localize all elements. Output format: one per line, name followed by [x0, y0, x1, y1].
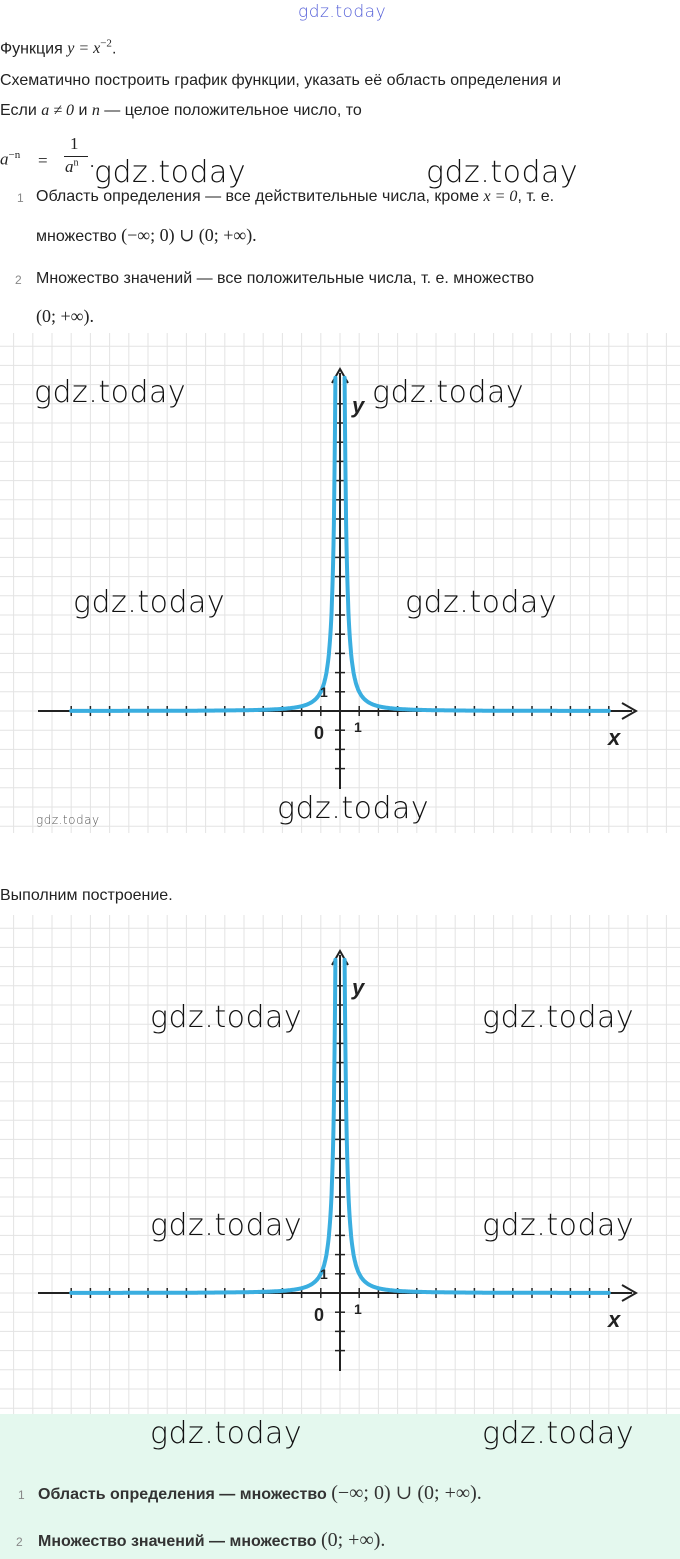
function-formula: $y = x^{-2}$: [67, 38, 112, 58]
rule-n: n: [91, 102, 100, 119]
answer-domain-set: (−∞; 0) ∪ (0; +∞).: [331, 1482, 482, 1504]
y-axis-label: y: [352, 393, 365, 418]
watermark: gdz.today: [150, 1000, 303, 1035]
rule-numerator: 1: [70, 134, 79, 153]
task-text: Схематично построить график функции, указать её область определения и: [0, 72, 562, 89]
answer-box: [0, 1414, 680, 1559]
answer-range-set: (0; +∞).: [320, 1529, 386, 1551]
fact-number: 1: [17, 191, 24, 205]
function-line: [0, 33, 116, 60]
rule-line: [0, 100, 362, 122]
rule-end: .: [90, 152, 95, 171]
watermark: gdz.today: [150, 1208, 303, 1243]
rule-lhs: $a^{-n}$: [0, 149, 21, 169]
rule-formula: [0, 134, 100, 182]
function-prefix: Функция: [0, 40, 63, 58]
y-axis-label: y: [352, 975, 365, 1000]
watermark: gdz.today: [482, 1416, 635, 1451]
answer-range: Множество значений — множество (0; +∞).: [38, 1529, 386, 1551]
y-unit-label: 1: [320, 1266, 328, 1282]
watermark: gdz.today: [482, 1000, 635, 1035]
watermark: gdz.today: [277, 791, 430, 826]
fact-number: 2: [15, 273, 22, 287]
rule-eq: =: [38, 151, 48, 170]
rule-and: и: [78, 102, 88, 119]
watermark-corner: gdz.today: [36, 813, 100, 827]
watermark: gdz.today: [73, 585, 226, 620]
rule-denominator: $a^n$: [65, 157, 79, 173]
answer-number: 2: [16, 1535, 23, 1549]
rule-prefix: Если: [0, 102, 37, 119]
answer-number: 1: [18, 1488, 25, 1502]
rule-suffix: — целое положительное число, то: [104, 102, 362, 119]
watermark: gdz.today: [482, 1208, 635, 1243]
watermark: gdz.today: [372, 375, 525, 410]
x-axis-label: x: [608, 725, 621, 750]
answer-domain: Область определения — множество (−∞; 0) ∪ (0; +∞).: [38, 1482, 482, 1504]
watermark-top: gdz.today: [298, 2, 387, 22]
x-axis-label: x: [608, 1307, 621, 1332]
fact-domain: Область определения — все действительные числа, кроме x = 0, т. е.: [36, 188, 555, 205]
graph-1: [0, 333, 680, 833]
fact-range: Множество значений — все положительные числа, т. е. множество: [36, 270, 534, 287]
graph-2: [0, 915, 680, 1415]
origin-label: 0: [314, 1305, 325, 1325]
function-suffix: .: [111, 40, 117, 58]
watermark: gdz.today: [426, 155, 579, 190]
rule-a: a ≠ 0: [41, 102, 74, 119]
math-range-set: (0; +∞).: [36, 306, 94, 326]
x-unit-label: 1: [354, 719, 362, 735]
watermark: gdz.today: [405, 585, 558, 620]
watermark: gdz.today: [94, 155, 247, 190]
origin-label: 0: [314, 723, 325, 743]
x-unit-label: 1: [354, 1301, 362, 1317]
watermark: gdz.today: [150, 1416, 303, 1451]
y-unit-label: 1: [320, 684, 328, 700]
build-caption: Выполним построение.: [0, 887, 173, 904]
curve-left-branch: [71, 378, 335, 711]
graph-svg: [0, 915, 680, 1415]
math-domain-set: (−∞; 0) ∪ (0; +∞).: [121, 225, 257, 245]
math-x-zero: x = 0: [483, 188, 518, 205]
fact-domain-cont: множество (−∞; 0) ∪ (0; +∞).: [36, 225, 257, 245]
curve-right-branch: [345, 378, 609, 711]
watermark: gdz.today: [34, 375, 187, 410]
